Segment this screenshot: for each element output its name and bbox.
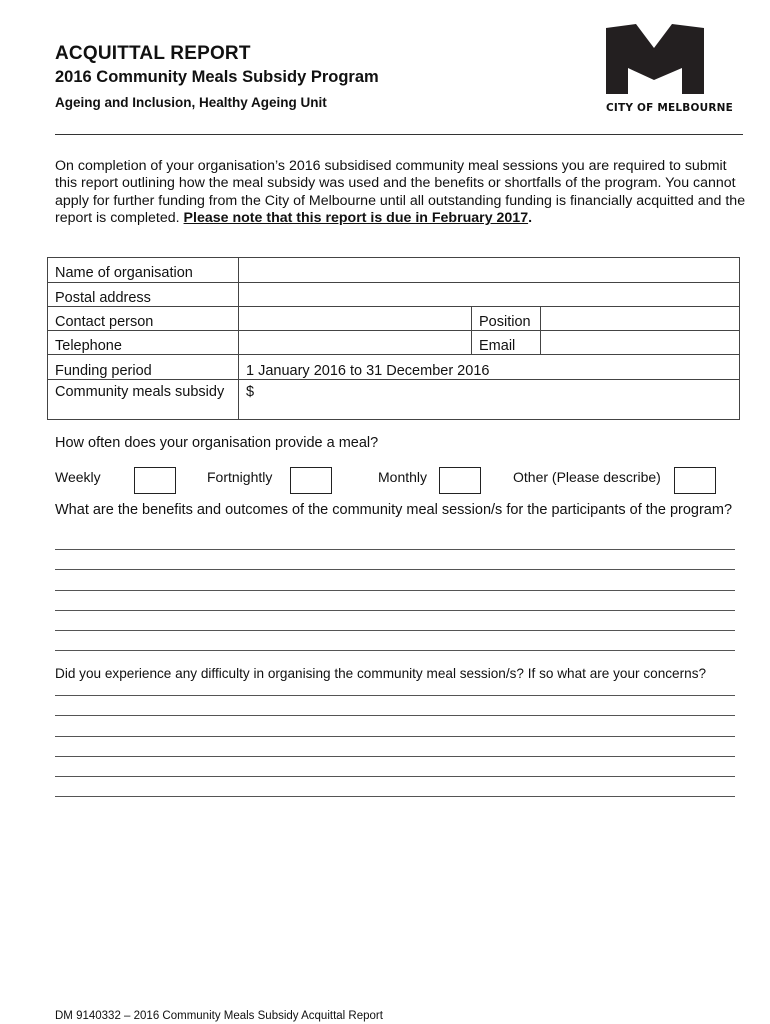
difficulty-answer-line[interactable] <box>55 736 735 737</box>
program-subtitle: 2016 Community Meals Subsidy Program <box>55 68 379 86</box>
subsidy-label: Community meals subsidy <box>48 380 239 420</box>
table-row <box>48 258 740 283</box>
due-date-note: Please note that this report is due in February 2017 <box>183 209 529 226</box>
option-weekly-checkbox[interactable] <box>134 467 176 494</box>
difficulty-answer-line[interactable] <box>55 796 735 797</box>
contact-person-field[interactable] <box>239 307 472 331</box>
benefits-answer-line[interactable] <box>55 630 735 631</box>
email-field[interactable] <box>541 331 740 355</box>
report-title: ACQUITTAL REPORT <box>55 43 251 64</box>
document-footer: DM 9140332 – 2016 Community Meals Subsidy Acquittal Report <box>55 1010 383 1022</box>
option-monthly-label: Monthly <box>378 469 428 485</box>
header-divider <box>55 134 743 135</box>
intro-text: On completion of your organisation’s 2016 subsidised community meal sessions you are required to submit this report outlining how the meal subsidy was used and the benefits or shortfalls of the program. You cannot apply for further funding from the City of Melbourne until all outstanding funding is financially acquitted and the report is completed. <box>55 158 746 226</box>
difficulty-question: Did you experience any difficulty in organising the community meal session/s? If so what are your concerns? <box>55 666 707 681</box>
benefits-answer-line[interactable] <box>55 590 735 591</box>
table-row <box>48 331 740 355</box>
position-label: Position <box>472 307 541 331</box>
org-name-label: Name of organisation <box>48 258 239 283</box>
logo-caption: CITY OF MELBOURNE <box>606 102 734 114</box>
city-of-melbourne-logo <box>600 22 734 114</box>
table-row <box>48 283 740 307</box>
melbourne-m-logo-icon <box>600 22 708 98</box>
table-row <box>48 307 740 331</box>
position-field[interactable] <box>541 307 740 331</box>
difficulty-answer-line[interactable] <box>55 756 735 757</box>
intro-paragraph <box>55 158 747 227</box>
option-weekly-label: Weekly <box>55 469 101 485</box>
contact-person-label: Contact person <box>48 307 239 331</box>
funding-period-value: 1 January 2016 to 31 December 2016 <box>239 355 740 380</box>
org-name-field[interactable] <box>239 258 740 283</box>
postal-address-field[interactable] <box>239 283 740 307</box>
subsidy-amount-field[interactable]: $ <box>239 380 740 420</box>
option-fortnightly-checkbox[interactable] <box>290 467 332 494</box>
postal-address-label: Postal address <box>48 283 239 307</box>
difficulty-answer-line[interactable] <box>55 715 735 716</box>
unit-name: Ageing and Inclusion, Healthy Ageing Unit <box>55 95 327 110</box>
benefits-answer-line[interactable] <box>55 549 735 550</box>
organisation-details-table <box>47 257 740 420</box>
due-date-note-end: . <box>528 209 533 226</box>
telephone-field[interactable] <box>239 331 472 355</box>
email-label: Email <box>472 331 541 355</box>
frequency-question: How often does your organisation provide a meal? <box>55 435 379 451</box>
benefits-question: What are the benefits and outcomes of the community meal session/s for the participants of the program? <box>55 502 733 518</box>
option-other-label: Other (Please describe) <box>513 469 661 485</box>
option-other-checkbox[interactable] <box>674 467 716 494</box>
benefits-answer-line[interactable] <box>55 610 735 611</box>
funding-period-label: Funding period <box>48 355 239 380</box>
benefits-answer-line[interactable] <box>55 569 735 570</box>
table-row <box>48 355 740 380</box>
option-monthly-checkbox[interactable] <box>439 467 481 494</box>
difficulty-answer-line[interactable] <box>55 776 735 777</box>
difficulty-answer-line[interactable] <box>55 695 735 696</box>
benefits-answer-line[interactable] <box>55 650 735 651</box>
telephone-label: Telephone <box>48 331 239 355</box>
table-row <box>48 380 740 420</box>
option-fortnightly-label: Fortnightly <box>207 469 273 485</box>
